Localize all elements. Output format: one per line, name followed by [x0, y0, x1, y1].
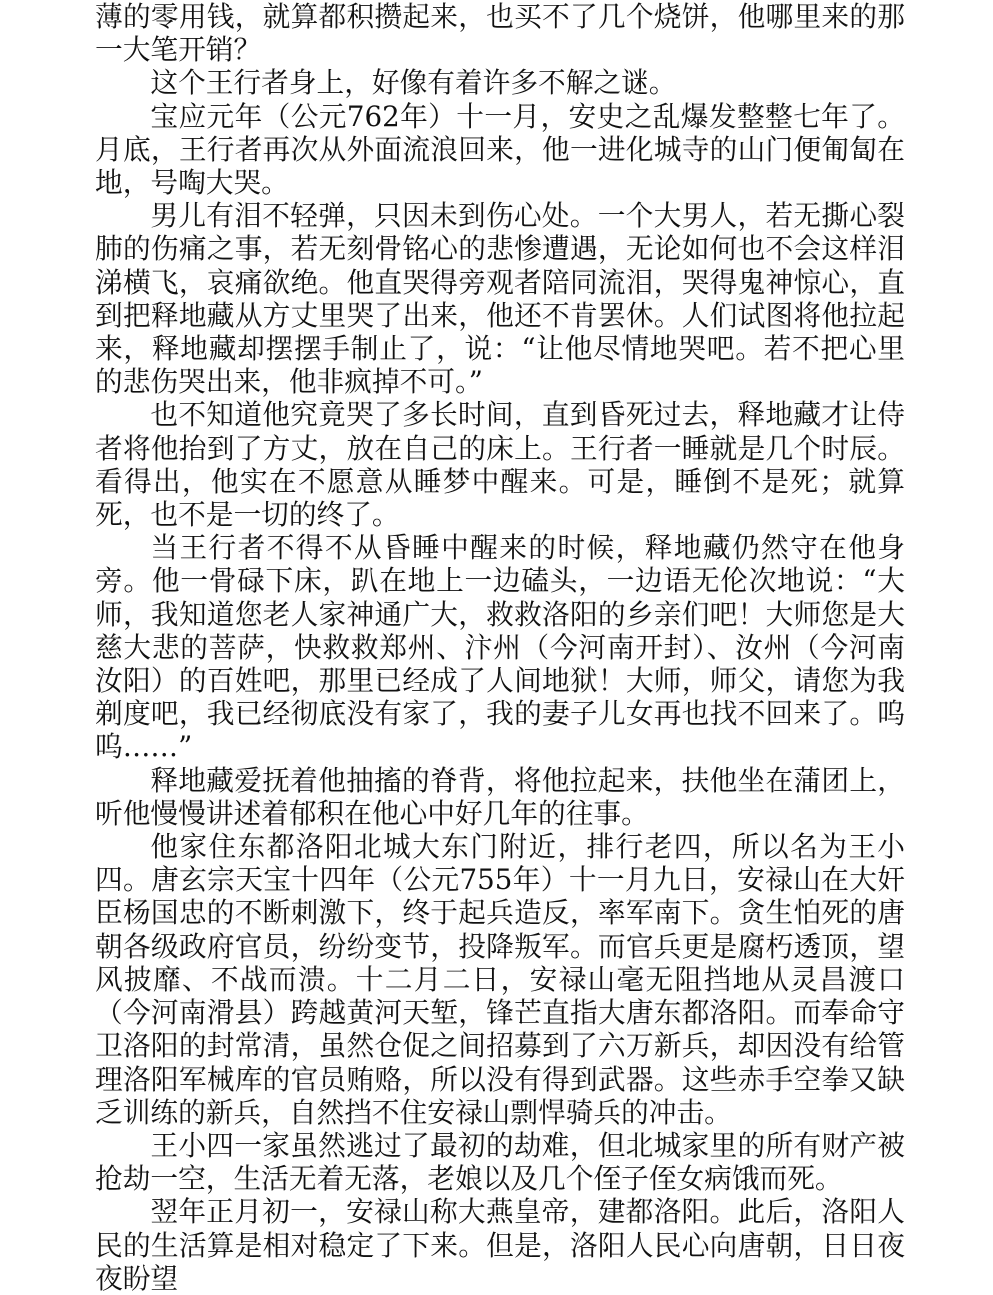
- paragraph-10: 翌年正月初一，安禄山称大燕皇帝，建都洛阳。此后，洛阳人民的生活算是相对稳定了下来。但是，洛阳人民心向唐朝，日日夜夜盼望: [95, 1195, 905, 1295]
- paragraph-5: 也不知道他究竟哭了多长时间，直到昏死过去，释地藏才让侍者将他抬到了方丈，放在自己的床上。王行者一睡就是几个时辰。看得出，他实在不愿意从睡梦中醒来。可是，睡倒不是死；就算死，也不是一切的终了。: [95, 398, 905, 532]
- paragraph-1: 薄的零用钱，就算都积攒起来，也买不了几个烧饼，他哪里来的那一大笔开销？: [95, 0, 905, 67]
- paragraph-9: 王小四一家虽然逃过了最初的劫难，但北城家里的所有财产被抢劫一空，生活无着无落，老娘以及几个侄子侄女病饿而死。: [95, 1128, 905, 1196]
- paragraph-8: 他家住东都洛阳北城大东门附近，排行老四，所以名为王小四。唐玄宗天宝十四年（公元755年）十一月九日，安禄山在大奸臣杨国忠的不断刺激下，终于起兵造反，率军南下。贪生怕死的唐朝各级政府官员，纷纷变节，投降叛军。而官兵更是腐朽透顶，望风披靡、不战而溃。十二月二日，安禄山毫无阻挡地从灵昌渡口（今河南滑县）跨越黄河天堑，锋芒直指大唐东都洛阳。而奉命守卫洛阳的封常清，虽然仓促之间招募到了六万新兵，却因没有给管理洛阳军械库的官员贿赂，所以没有得到武器。这些赤手空拳又缺乏训练的新兵，自然挡不住安禄山剽悍骑兵的冲击。: [95, 830, 905, 1129]
- book-page: [95, 0, 905, 1295]
- paragraph-7: 释地藏爱抚着他抽搐的脊背，将他拉起来，扶他坐在蒲团上，听他慢慢讲述着郁积在他心中好几年的往事。: [95, 763, 905, 830]
- paragraph-3: 宝应元年（公元762年）十一月，安史之乱爆发整整七年了。月底，王行者再次从外面流浪回来，他一进化城寺的山门便匍匐在地，号啕大哭。: [95, 99, 905, 200]
- paragraph-6: 当王行者不得不从昏睡中醒来的时候，释地藏仍然守在他身旁。他一骨碌下床，趴在地上一边磕头，一边语无伦次地说：“大师，我知道您老人家神通广大，救救洛阳的乡亲们吧！大师您是大慈大悲的菩萨，快救救郑州、汴州（今河南开封）、汝州（今河南汝阳）的百姓吧，那里已经成了人间地狱！大师，师父，请您为我剃度吧，我已经彻底没有家了，我的妻子儿女再也找不回来了。呜呜……”: [95, 531, 905, 764]
- paragraph-2: 这个王行者身上，好像有着许多不解之谜。: [150, 66, 677, 100]
- paragraph-4: 男儿有泪不轻弹，只因未到伤心处。一个大男人，若无撕心裂肺的伤痛之事，若无刻骨铭心的悲惨遭遇，无论如何也不会这样泪涕横飞，哀痛欲绝。他直哭得旁观者陪同流泪，哭得鬼神惊心，直到把释地藏从方丈里哭了出来，他还不肯罢休。人们试图将他拉起来，释地藏却摆摆手制止了，说：“让他尽情地哭吧。若不把心里的悲伤哭出来，他非疯掉不可。”: [95, 199, 905, 399]
